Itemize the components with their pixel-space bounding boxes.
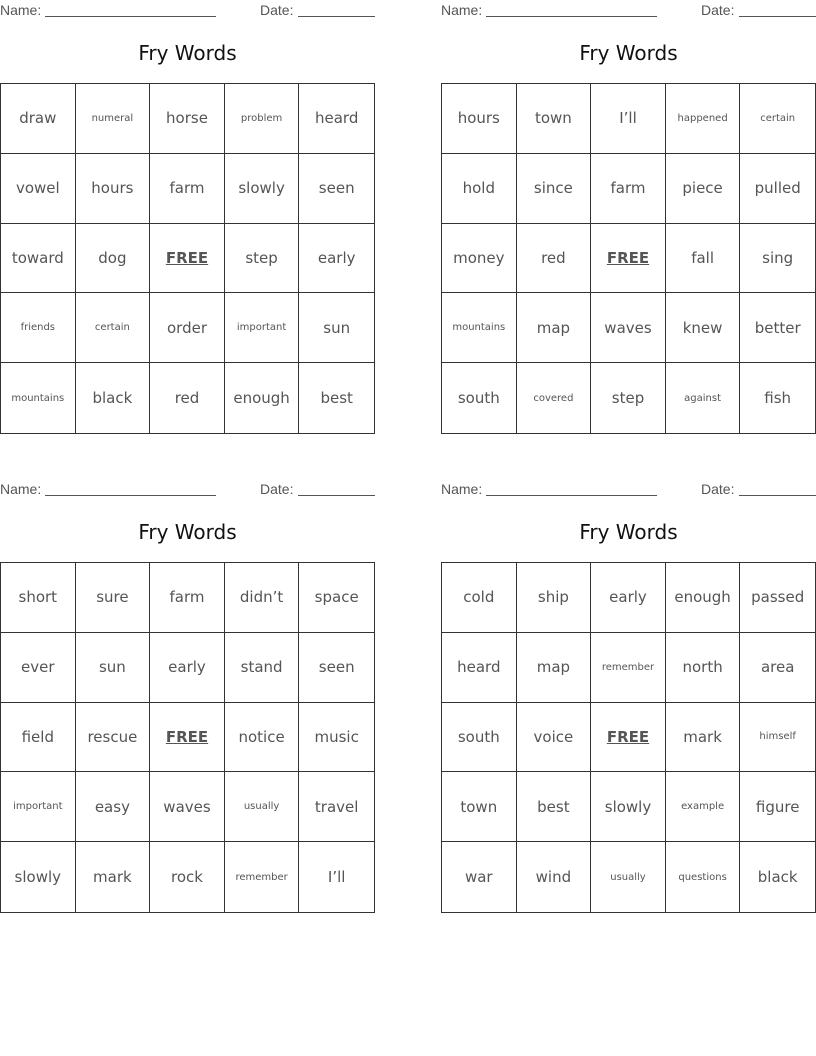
bingo-cell: money: [442, 224, 517, 294]
bingo-cell: pulled: [740, 154, 815, 224]
bingo-cell: stand: [225, 633, 300, 703]
bingo-cell: heard: [299, 84, 374, 154]
name-line: [45, 495, 216, 496]
free-space: FREE: [150, 224, 225, 294]
bingo-cell: enough: [666, 563, 741, 633]
name-date-row: [0, 481, 375, 497]
bingo-cell: music: [299, 703, 374, 773]
bingo-cell: didn’t: [225, 563, 300, 633]
card-title: Fry Words: [138, 520, 237, 544]
bingo-cell: draw: [1, 84, 76, 154]
free-space: FREE: [150, 703, 225, 773]
bingo-cell: seen: [299, 154, 374, 224]
bingo-cell: heard: [442, 633, 517, 703]
bingo-cell: hold: [442, 154, 517, 224]
bingo-cell: red: [517, 224, 592, 294]
bingo-cell: usually: [591, 842, 666, 912]
bingo-cell: black: [757, 868, 798, 887]
bingo-cell: problem: [225, 84, 300, 154]
bingo-cell: mountains: [442, 293, 517, 363]
bingo-cell: fall: [666, 224, 741, 294]
bingo-cell: numeral: [76, 84, 151, 154]
bingo-cell: red: [150, 363, 225, 433]
bingo-cell: order: [150, 293, 225, 363]
name-label: Name:: [441, 481, 483, 497]
name-line: [486, 495, 657, 496]
bingo-cell: against: [666, 363, 741, 433]
date-label: Date:: [260, 2, 294, 18]
bingo-cell: certain: [76, 293, 151, 363]
bingo-cell: easy: [76, 772, 151, 842]
bingo-cell: cold: [442, 563, 517, 633]
date-line: [298, 495, 375, 496]
bingo-cell: mark: [666, 703, 741, 773]
bingo-cell: waves: [150, 772, 225, 842]
bingo-cell: rock: [150, 842, 225, 912]
bingo-cell: certain: [740, 84, 815, 154]
bingo-cell: wind: [517, 842, 592, 912]
bingo-cell: farm: [150, 563, 225, 633]
bingo-cell: sing: [740, 224, 815, 294]
bingo-grid: [441, 83, 816, 434]
name-date-row: [0, 2, 375, 18]
bingo-cell: war: [442, 842, 517, 912]
bingo-cell: short: [1, 563, 76, 633]
name-label: Name:: [0, 481, 42, 497]
bingo-cell: early: [299, 224, 374, 294]
bingo-cell: happened: [666, 84, 741, 154]
date-line: [298, 16, 375, 17]
bingo-cell: example: [666, 772, 741, 842]
bingo-cell: friends: [1, 293, 76, 363]
name-line: [486, 16, 657, 17]
bingo-cell: early: [150, 633, 225, 703]
bingo-cell: fish: [764, 389, 792, 408]
bingo-cell: himself: [740, 703, 815, 773]
bingo-cell: sun: [76, 633, 151, 703]
bingo-cell: sure: [76, 563, 151, 633]
date-label: Date:: [701, 481, 735, 497]
bingo-cell: best: [320, 389, 353, 408]
bingo-cell: area: [740, 633, 815, 703]
bingo-cell: notice: [225, 703, 300, 773]
name-label: Name:: [441, 2, 483, 18]
bingo-cell: space: [299, 563, 374, 633]
bingo-cell: map: [517, 293, 592, 363]
bingo-cell: waves: [591, 293, 666, 363]
bingo-cell: black: [76, 363, 151, 433]
bingo-cell: field: [1, 703, 76, 773]
bingo-cell: dog: [76, 224, 151, 294]
name-date-row: [441, 481, 816, 497]
bingo-cell: farm: [150, 154, 225, 224]
bingo-cell: ever: [1, 633, 76, 703]
bingo-cell: travel: [299, 772, 374, 842]
bingo-cell: mountains: [1, 363, 76, 433]
bingo-cell: early: [591, 563, 666, 633]
bingo-cell: north: [666, 633, 741, 703]
bingo-cell: enough: [225, 363, 300, 433]
bingo-cell: seen: [299, 633, 374, 703]
bingo-cell: hours: [76, 154, 151, 224]
bingo-cell: south: [442, 363, 517, 433]
bingo-cell: slowly: [1, 842, 76, 912]
bingo-cell: step: [591, 363, 666, 433]
bingo-cell: sun: [299, 293, 374, 363]
bingo-cell: slowly: [225, 154, 300, 224]
bingo-grid: [441, 562, 816, 913]
bingo-card-2: [441, 0, 816, 440]
free-space: FREE: [591, 703, 666, 773]
bingo-cell: passed: [740, 563, 815, 633]
bingo-cell: town: [442, 772, 517, 842]
bingo-cell: I’ll: [327, 868, 346, 887]
name-date-row: [441, 2, 816, 18]
bingo-cell: toward: [1, 224, 76, 294]
bingo-cell: voice: [517, 703, 592, 773]
card-title: Fry Words: [138, 41, 237, 65]
name-line: [45, 16, 216, 17]
bingo-cell: farm: [591, 154, 666, 224]
bingo-cell: rescue: [76, 703, 151, 773]
bingo-card-4: [441, 479, 816, 919]
card-title: Fry Words: [579, 520, 678, 544]
bingo-cell: best: [517, 772, 592, 842]
bingo-cell: since: [517, 154, 592, 224]
bingo-cell: map: [517, 633, 592, 703]
bingo-cell: knew: [666, 293, 741, 363]
free-space: FREE: [591, 224, 666, 294]
bingo-grid: [0, 562, 375, 913]
bingo-cell: ship: [517, 563, 592, 633]
bingo-cell: I’ll: [591, 84, 666, 154]
name-label: Name:: [0, 2, 42, 18]
bingo-cell: slowly: [591, 772, 666, 842]
bingo-cell: figure: [740, 772, 815, 842]
bingo-cell: questions: [666, 842, 741, 912]
date-line: [739, 16, 816, 17]
bingo-cell: step: [225, 224, 300, 294]
bingo-cell: mark: [76, 842, 151, 912]
bingo-card-3: [0, 479, 375, 919]
bingo-grid: [0, 83, 375, 434]
bingo-cell: vowel: [1, 154, 76, 224]
bingo-cell: hours: [442, 84, 517, 154]
date-label: Date:: [701, 2, 735, 18]
bingo-cell: important: [225, 293, 300, 363]
bingo-cell: town: [517, 84, 592, 154]
bingo-cell: horse: [150, 84, 225, 154]
bingo-cell: better: [740, 293, 815, 363]
bingo-cell: important: [1, 772, 76, 842]
date-line: [739, 495, 816, 496]
date-label: Date:: [260, 481, 294, 497]
bingo-cell: covered: [517, 363, 592, 433]
bingo-cell: remember: [591, 633, 666, 703]
bingo-cell: south: [442, 703, 517, 773]
bingo-card-1: [0, 0, 375, 440]
bingo-cell: piece: [666, 154, 741, 224]
card-title: Fry Words: [579, 41, 678, 65]
bingo-cell: usually: [225, 772, 300, 842]
bingo-cell: remember: [225, 842, 300, 912]
